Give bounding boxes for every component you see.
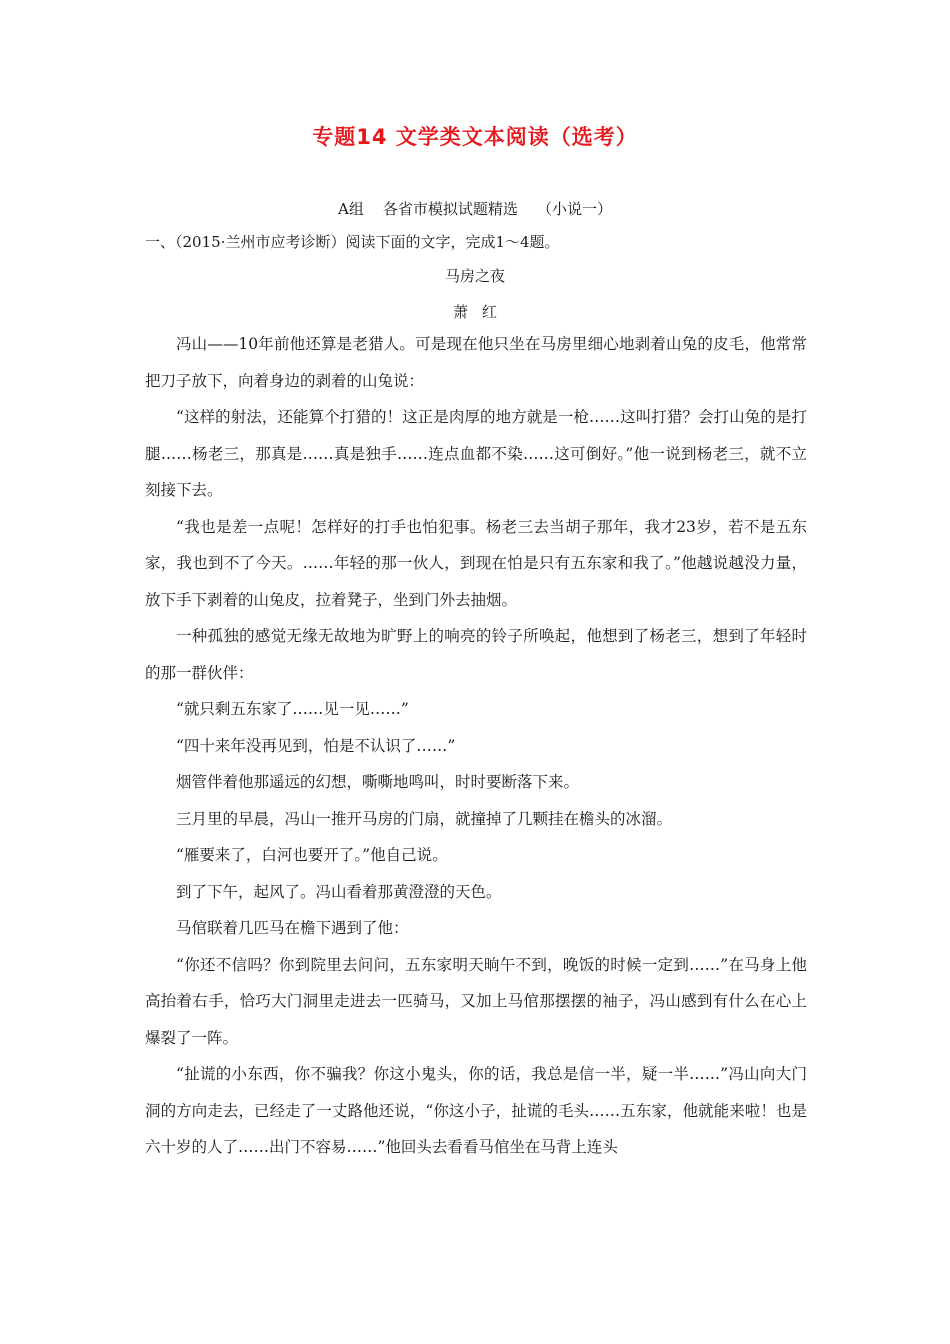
story-author: 萧红 <box>452 303 511 321</box>
paragraph: “四十来年没再见到，怕是不认识了……” <box>176 736 456 755</box>
question-intro: 一、（2015·兰州市应考诊断）阅读下面的文字，完成1～4题。 <box>145 233 560 251</box>
section-heading: A组 各省市模拟试题精选 （小说一） <box>338 200 612 218</box>
paragraph: 到了下午，起风了。冯山看着那黄澄澄的天色。 <box>176 882 502 901</box>
paragraph: 冯山——10年前他还算是老猎人。可是现在他只坐在马房里细心地剥着山兔的皮毛，他常常把刀子放下，向着身边的剥着的山兔说： <box>145 335 807 390</box>
paragraph: 马倌联着几匹马在檐下遇到了他： <box>176 919 409 937</box>
paragraph: 烟管伴着他那遥远的幻想，嘶嘶地鸣叫，时时要断落下来。 <box>176 773 580 791</box>
paragraph: “这样的射法，还能算个打猎的！这正是肉厚的地方就是一枪……这叫打猎？会打山兔的是打腿……杨老三，那真是……真是独手……连点血都不染……这可倒好。”他一说到杨老三，就不立刻接下去。 <box>145 408 807 499</box>
document-title: 专题14 文学类文本阅读（选考） <box>312 125 638 149</box>
story-body <box>145 326 807 1166</box>
paragraph: “雁要来了，白河也要开了。”他自己说。 <box>176 846 448 864</box>
paragraph: 一种孤独的感觉无缘无故地为旷野上的响亮的铃子所唤起，他想到了杨老三，想到了年轻时的那一群伙伴： <box>145 627 807 682</box>
paragraph: “扯谎的小东西，你不骗我？你这小鬼头，你的话，我总是信一半，疑一半……”冯山向大门洞的方向走去，已经走了一丈路他还说，“你这小子，扯谎的毛头……五东家，他就能来啦！也是六十岁的人了……出门不容易……”他回头去看看马倌坐在马背上连头 <box>145 1065 807 1156</box>
paragraph: 三月里的早晨，冯山一推开马房的门扇，就撞掉了几颗挂在檐头的冰溜。 <box>176 809 673 828</box>
paragraph: “你还不信吗？你到院里去问问，五东家明天晌午不到，晚饭的时候一定到……”在马身上他高抬着右手，恰巧大门洞里走进去一匹骑马，又加上马倌那摆摆的袖子，冯山感到有什么在心上爆裂了一阵。 <box>145 955 807 1047</box>
paragraph: “就只剩五东家了……见一见……” <box>176 700 409 718</box>
paragraph: “我也是差一点呢！怎样好的打手也怕犯事。杨老三去当胡子那年，我才23岁，若不是五东家，我也到不了今天。……年轻的那一伙人，到现在怕是只有五东家和我了。”他越说越没力量，放下手下剥着的山兔皮，拉着凳子，坐到门外去抽烟。 <box>145 517 807 609</box>
story-title: 马房之夜 <box>444 267 505 285</box>
